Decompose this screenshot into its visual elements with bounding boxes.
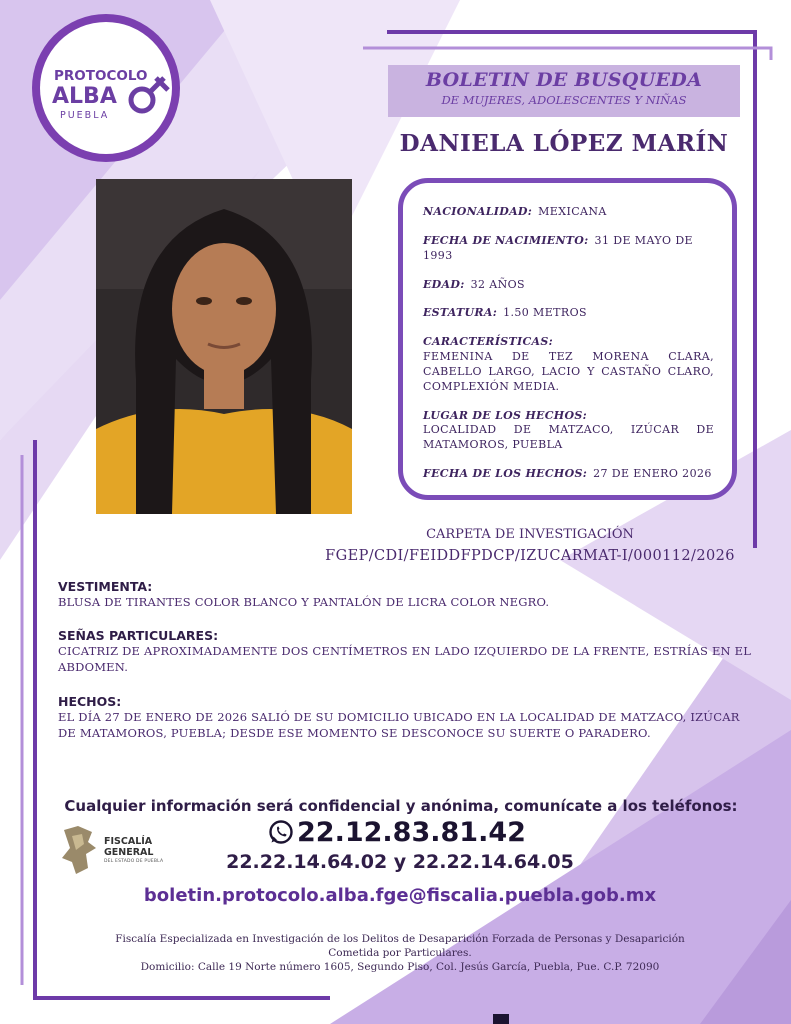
bulletin-title-box	[388, 65, 740, 117]
facts-text: EL DÍA 27 DE ENERO DE 2026 SALIÓ DE SU DOMICILIO UBICADO EN LA LOCALIDAD DE MATZACO, IZÚCAR DE MATAMOROS, PUEBLA; DESDE ESE MOMENTO SE DESCONOCE SU SUERTE O PARADERO.	[58, 710, 740, 741]
height-value: 1.50 METROS	[503, 306, 587, 320]
bulletin-title: BOLETIN DE BUSQUEDA	[425, 69, 703, 91]
case-file	[300, 525, 760, 568]
place-label: LUGAR DE LOS HECHOS:	[423, 408, 587, 422]
footer-line3: Domicilio: Calle 19 Norte número 1605, Segundo Piso, Col. Jesús García, Puebla, Pue. C.P. 72090	[140, 961, 660, 974]
features-row	[423, 335, 714, 394]
fiscalia-logo	[58, 824, 180, 876]
features-label: CARACTERÍSTICAS:	[423, 335, 553, 349]
birthdate-label: FECHA DE NACIMIENTO:	[423, 233, 589, 247]
logo-line2: ALBA	[52, 84, 117, 109]
age-label: EDAD:	[423, 277, 465, 291]
footer	[50, 932, 750, 975]
fiscalia-line3: DEL ESTADO DE PUEBLA	[104, 859, 164, 864]
case-file-label: CARPETA DE INVESTIGACIÓN	[426, 527, 634, 542]
birthdate-value: 31 DE MAYO DE 1993	[423, 233, 693, 262]
case-file-number: FGEP/CDI/FEIDDFPDCP/IZUCARMAT-I/000112/2026	[325, 548, 735, 565]
person-name: DANIELA LÓPEZ MARÍN	[399, 130, 729, 157]
birthdate-row	[423, 234, 714, 264]
details-card	[398, 178, 737, 500]
age-row	[423, 278, 714, 293]
nationality-value: MEXICANA	[538, 205, 607, 218]
event-date-row	[423, 467, 714, 482]
logo-line1: PROTOCOLO	[54, 68, 148, 84]
facts-section	[58, 694, 758, 741]
contact-email[interactable]: boletin.protocolo.alba.fge@fiscalia.puebla.gob.mx	[143, 885, 657, 906]
protocolo-alba-logo	[30, 12, 182, 164]
fiscalia-line2: GENERAL	[104, 847, 154, 858]
place-value: LOCALIDAD DE MATZACO, IZÚCAR DE MATAMOROS, PUEBLA	[423, 423, 714, 452]
footer-line1: Fiscalía Especializada en Investigación de los Delitos de Desaparición Forzada de Personas y Desaparición	[115, 933, 685, 945]
facts-label: HECHOS:	[58, 694, 122, 709]
logo-line3: PUEBLA	[60, 110, 110, 121]
main-phone-number: 22.12.83.81.42	[297, 817, 526, 848]
eagle-emblem-icon	[58, 824, 100, 876]
contact-intro: Cualquier información será confidencial y anónima, comunícate a los teléfonos:	[64, 797, 738, 815]
marks-section	[58, 628, 758, 675]
height-row	[423, 306, 714, 321]
marks-text: CICATRIZ DE APROXIMADAMENTE DOS CENTÍMETROS EN LADO IZQUIERDO DE LA FRENTE, ESTRÍAS EN EL ABDOMEN.	[58, 644, 752, 675]
other-phones[interactable]: 22.22.14.64.02 y 22.22.14.64.05	[226, 851, 574, 873]
nationality-label: NACIONALIDAD:	[423, 205, 533, 218]
clothing-text: BLUSA DE TIRANTES COLOR BLANCO Y PANTALÓN DE LICRA COLOR NEGRO.	[58, 595, 550, 609]
age-value: 32 AÑOS	[470, 277, 525, 291]
bulletin-subtitle: DE MUJERES, ADOLESCENTES Y NIÑAS	[441, 93, 687, 107]
features-value: FEMENINA DE TEZ MORENA CLARA, CABELLO LARGO, LACIO Y CASTAÑO CLARO, COMPLEXIÓN MEDIA.	[423, 350, 714, 393]
event-date-label: FECHA DE LOS HECHOS:	[423, 467, 588, 481]
marks-label: SEÑAS PARTICULARES:	[58, 628, 219, 643]
nationality-row	[423, 205, 714, 220]
main-phone[interactable]	[268, 817, 568, 848]
fiscalia-line1: FISCALÍA	[104, 836, 153, 847]
event-date-value: 27 DE ENERO 2026	[593, 467, 712, 481]
clothing-section	[58, 579, 758, 610]
height-label: ESTATURA:	[423, 306, 498, 320]
clothing-label: VESTIMENTA:	[58, 579, 153, 594]
person-photo	[96, 179, 352, 514]
footer-line2: Cometida por Particulares.	[328, 947, 472, 960]
whatsapp-icon	[268, 819, 294, 845]
place-row	[423, 409, 714, 454]
